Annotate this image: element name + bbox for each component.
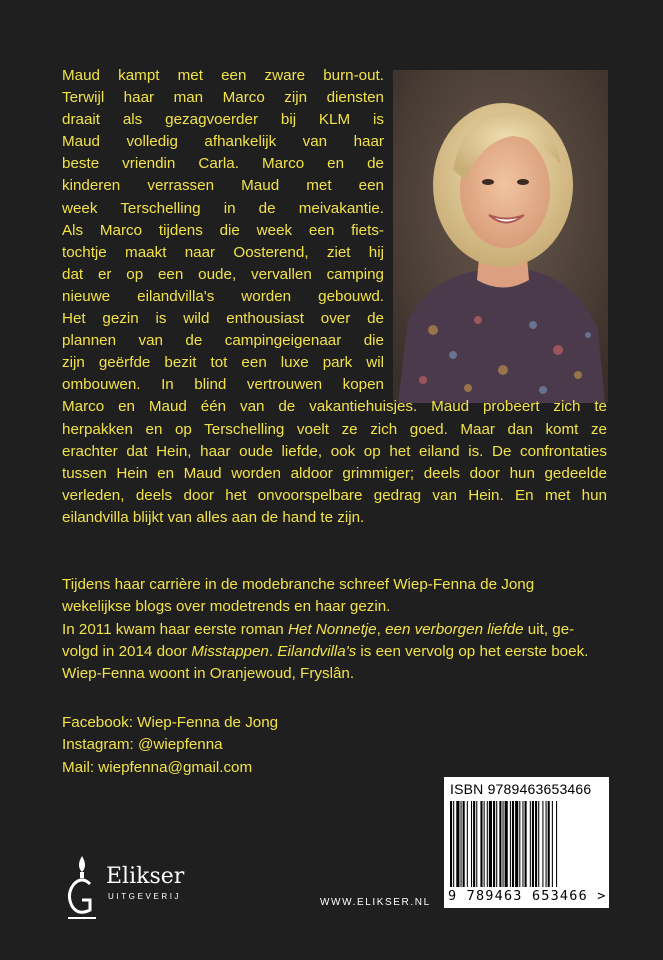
blurb-line: Terwijl haar man Marco zijn diensten	[62, 89, 384, 107]
bio-line: Tijdens haar carrière in de modebranche schreef Wiep-Fenna de Jong	[62, 576, 535, 593]
book-title: Misstappen	[191, 642, 269, 660]
author-bio	[62, 574, 622, 685]
bio-line: wekelijkse blogs over modetrends en haar gezin.	[62, 598, 391, 616]
publisher-logo	[60, 852, 200, 922]
book-title: Het Nonnetje	[287, 620, 377, 638]
blurb-line: herpakken en op Terschelling voelt ze zich goed. Maar dan komt ze	[62, 420, 607, 438]
book-subtitle: een verborgen liefde	[385, 620, 524, 638]
contact-info	[62, 712, 278, 779]
facebook-link[interactable]: Facebook: Wiep-Fenna de Jong	[62, 714, 279, 731]
publisher-subtitle: UITGEVERIJ	[108, 892, 182, 901]
blurb-line: plannen van de campingeigenaar die	[62, 332, 384, 350]
elikser-emblem-icon	[60, 852, 104, 922]
blurb-line: eilandvilla blijkt van alles aan de hand te zijn.	[62, 508, 365, 526]
bio-line: volgd in 2014 door Misstappen. Eilandvilla's is een vervolg op het eerste boek.	[62, 642, 589, 660]
blurb-line: Het gezin is wild enthousiast over de	[62, 310, 384, 328]
publisher-name: Elikser	[106, 864, 185, 889]
blurb-line: verleden, deels door het onvoorspelbare gedrag van Hein. En met hun	[62, 486, 607, 504]
blurb-line: Als Marco tijdens die week een fiets-	[62, 221, 384, 239]
mail-link[interactable]: Mail: wiepfenna@gmail.com	[62, 758, 253, 776]
blurb-line: Maud kampt met een zware burn-out.	[62, 67, 384, 84]
isbn-label: ISBN 9789463653466	[450, 781, 592, 797]
blurb-paragraph	[62, 65, 607, 529]
blurb-line: nieuwe eilandvilla's worden gebouwd.	[62, 287, 384, 305]
publisher-website[interactable]: WWW.ELIKSER.NL	[320, 897, 431, 908]
blurb-line: erachter dat Hein, haar oude liefde, ook op het eiland is. De confrontaties	[62, 442, 607, 460]
isbn-barcode	[444, 777, 609, 908]
blurb-line: kinderen verrassen Maud met een	[62, 177, 384, 195]
blurb-line: draait als gezagvoerder bij KLM is	[62, 111, 384, 129]
blurb-line: ombouwen. In blind vertrouwen kopen	[62, 376, 384, 394]
isbn-digits: 9 789463 653466 >	[448, 888, 607, 904]
blurb-line: Maud volledig afhankelijk van haar	[62, 133, 384, 151]
blurb-line: Marco en Maud één van de vakantiehuisjes. Maud probeert zich te	[62, 398, 607, 416]
blurb-line: dat er op een oude, vervallen camping	[62, 265, 384, 283]
book-title: Eilandvilla's	[277, 642, 357, 660]
blurb-line: zijn geërfde bezit tot een luxe park wil	[62, 354, 384, 372]
blurb-line: tussen Hein en Maud worden aldoor grimmiger; deels door hun gedeelde	[62, 464, 607, 482]
blurb-line: tochtje maakt naar Oosterend, ziet hij	[62, 243, 384, 261]
bio-line: In 2011 kwam haar eerste roman Het Nonnetje, een verborgen liefde uit, ge-	[62, 620, 575, 638]
blurb-line: beste vriendin Carla. Marco en de	[62, 155, 384, 173]
bio-line: Wiep-Fenna woont in Oranjewoud, Fryslân.	[62, 665, 355, 683]
barcode-bars-icon	[448, 801, 605, 887]
blurb-line: week Terschelling in de meivakantie.	[62, 199, 384, 217]
instagram-link[interactable]: Instagram: @wiepfenna	[62, 736, 223, 754]
